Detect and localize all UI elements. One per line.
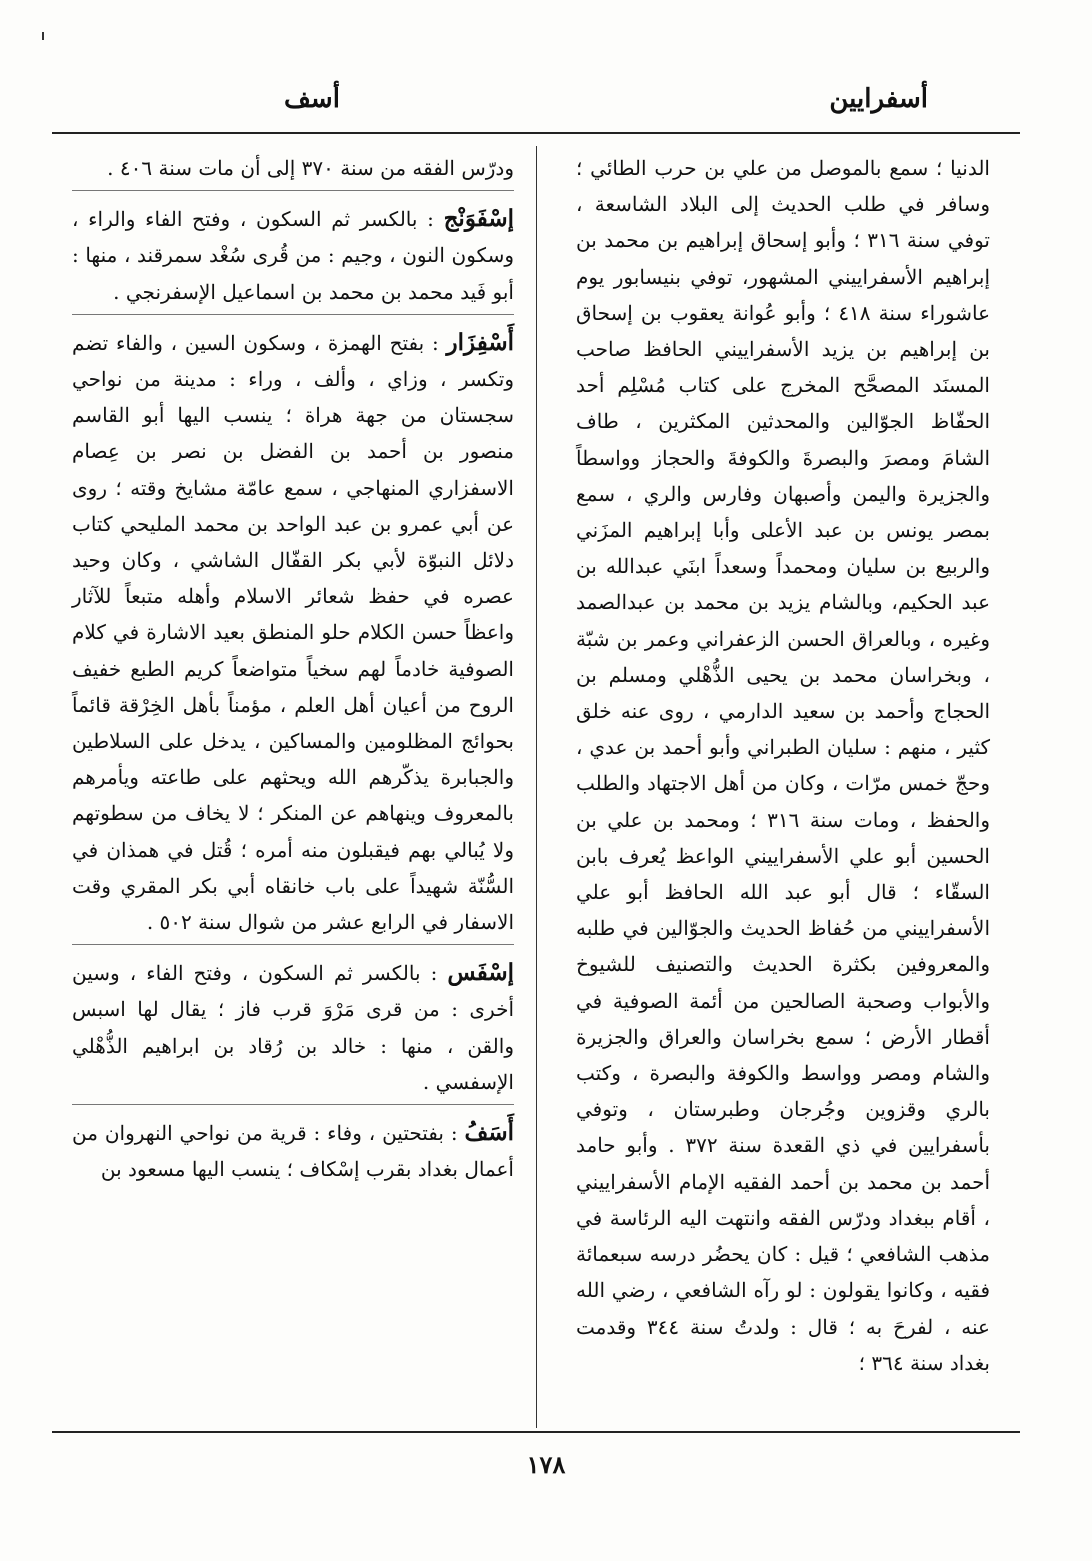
entry-separator bbox=[72, 944, 514, 945]
left-column bbox=[72, 150, 514, 1187]
header-rule bbox=[52, 132, 1020, 134]
page-number: ١٧٨ bbox=[526, 1450, 566, 1479]
entry-headword: أَسْفِزَار bbox=[446, 328, 515, 356]
running-header-left: أسف bbox=[284, 84, 340, 114]
entry-isfas bbox=[72, 951, 514, 1100]
column-divider bbox=[536, 146, 537, 1428]
entry-headword: إسْفَس bbox=[447, 959, 514, 987]
right-column bbox=[576, 150, 990, 1381]
running-header-right: أسفرايين bbox=[829, 84, 928, 114]
entry-text: : بفتح الهمزة ، وسكون السين ، والفاء تضم وتكسر ، وزاي ، وألف ، وراء : مدينة من نواحي سجستان من جهة هراة ؛ ينسب اليها أبو القاسم منصور بن أحمد بن الفضل بن نصر بن عِصام الاسفزاري المنهاجي ، سمع عامّة مشايخ وقته ؛ روى عن أبي عمرو بن عبد الواحد بن محمد المليحي كتاب دلائل النبوّة لأبي بكر القفّال الشاشي ، وكان وحيد عصره في حفظ شعائر الاسلام وأهله متبعاً للآثار واعظاً حسن الكلام حلو المنطق بعيد الاشارة في كلام الصوفية خادماً لهم سخياً متواضعاً كريم الطبع خفيف الروح من أعيان أهل العلم ، مؤمناً بأهل الخِرْقة قائماً بحوائج المظلومين والمساكين ، يدخل على السلاطين والجبابرة يذكّرهم الله ويحثهم على طاعته ويأمرهم بالمعروف وينهاهم عن المنكر ؛ لا يخاف من سطوتهم ولا يُبالي بهم فيقبلون منه أمره ؛ قُتل في همذان في السُّنّة شهيداً على باب خانقاه أبي بكر المقري وقت الاسفار في الرابع عشر من شوال سنة ٥٠٢ . bbox=[72, 330, 514, 935]
entry-headword: إسْفَوَنْج bbox=[443, 205, 515, 233]
entry-asfizar bbox=[72, 321, 514, 940]
footer-rule bbox=[52, 1431, 1020, 1433]
left-column-intro: ودرّس الفقه من سنة ٣٧٠ إلى أن مات سنة ٤٠٦ . bbox=[107, 156, 514, 180]
entry-asaf bbox=[72, 1111, 514, 1187]
entry-headword: أَسَفُ bbox=[464, 1119, 514, 1147]
scan-speck bbox=[42, 32, 44, 40]
entry-text: : بالكسر ثم السكون ، وفتح الفاء والراء ، وسكون النون ، وجيم : من قُرى سُغْد سمرقند ، منها : أبو فَيد محمد بن محمد بن اسماعيل الإسفرنجي . bbox=[72, 207, 514, 304]
entry-isfawanj bbox=[72, 197, 514, 310]
entry-separator bbox=[72, 1104, 514, 1105]
entry-separator bbox=[72, 314, 514, 315]
entry-text: : بفتحتين ، وفاء : قرية من نواحي النهروان من أعمال بغداد بقرب إسْكاف ؛ ينسب اليها مسعود بن bbox=[72, 1121, 514, 1182]
entry-separator bbox=[72, 190, 514, 191]
entry-text: : بالكسر ثم السكون ، وفتح الفاء ، وسين أخرى : من قرى مَرْوَ قرب فاز ؛ يقال لها اسبس والقن ، منها : خالد بن رُقاد بن ابراهيم الذُّهْلي الإسفسي . bbox=[72, 961, 514, 1094]
right-column-paragraph: الدنيا ؛ سمع بالموصل من علي بن حرب الطائي ؛ وسافر في طلب الحديث إلى البلاد الشاسعة ، توفي سنة ٣١٦ ؛ وأبو إسحاق إبراهيم بن محمد بن إبراهيم الأسفراييني المشهور، توفي بنيسابور يوم عاشوراء سنة ٤١٨ ؛ وأبو عُوانة يعقوب بن إسحاق بن إبراهيم بن يزيد الأسفراييني الحافظ صاحب المسنَد المصحَّح المخرج على كتاب مُسْلِم أحد الحفّاظ الجوّالين والمحدثين المكثرين ، طاف الشامَ ومصرَ والبصرةَ والكوفةَ والحجاز وواسطاً والجزيرة واليمن وأصبهان وفارس والري ، سمع بمصر يونس بن عبد الأعلى وأبا إبراهيم المزَني والربيع بن سليان ومحمداً وسعداً ابنَي عبدالله بن عبد الحكيم، وبالشام يزيد بن محمد بن عبدالصمد وغيره ، وبالعراق الحسن الزعفراني وعمر بن شبّة ، وبخراسان محمد بن يحيى الذُّهْلي ومسلم بن الحجاج وأحمد بن سعيد الدارمي ، روى عنه خلق كثير ، منهم : سليان الطبراني وأبو أحمد بن عدي ، وحجّ خمس مرّات ، وكان من أهل الاجتهاد والطلب والحفظ ، ومات سنة ٣١٦ ؛ ومحمد بن علي بن الحسين أبو علي الأسفراييني الواعظ يُعرف بابن السقّاء ؛ قال أبو عبد الله الحافظ أبو علي الأسفراييني من حُفاظ الحديث والجوّالين في طلبه والمعروفين بكثرة الحديث والتصنيف للشيوخ والأبواب وصحبة الصالحين من أئمة الصوفية في أقطار الأرض ؛ سمع بخراسان والعراق والجزيرة والشام ومصر وواسط والكوفة والبصرة ، وكتب بالري وقزوين وجُرجان وطبرستان ، وتوفي بأسفرايين في ذي القعدة سنة ٣٧٢ . وأبو حامد أحمد بن محمد بن أحمد الفقيه الإمام الأسفراييني ، أقام ببغداد ودرّس الفقه وانتهت اليه الرئاسة في مذهب الشافعي ؛ قيل : كان يحضُر درسه سبعمائة فقيه ، وكانوا يقولون : لو رآه الشافعي ، رضي الله عنه ، لفرحَ به ؛ قال : ولدتُ سنة ٣٤٤ وقدمت بغداد سنة ٣٦٤ ؛ bbox=[576, 156, 991, 1375]
